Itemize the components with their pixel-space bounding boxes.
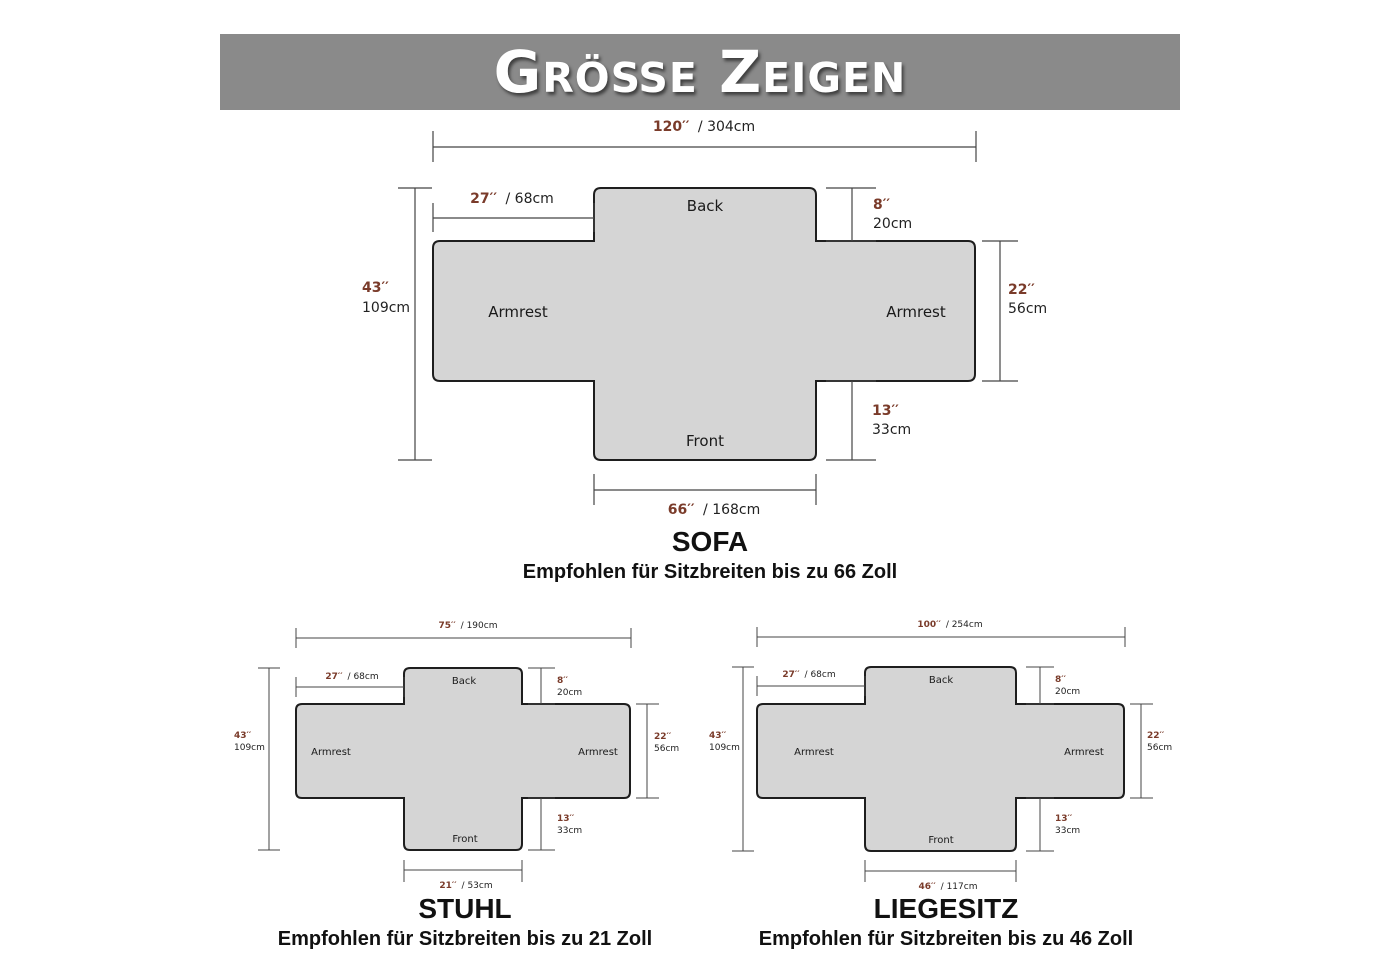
svg-text:27′′ / 68cm [325, 672, 378, 682]
svg-text:21′′ / 53cm [439, 881, 492, 891]
liegesitz-seat-width-inch: 46′′ [918, 882, 936, 892]
liegesitz-total-width-dimension [757, 620, 1125, 647]
stuhl-total-height-dimension [234, 668, 280, 850]
sofa-back-label: Back [686, 197, 724, 215]
stuhl-armrest-width-cm: / 68cm [347, 672, 379, 682]
stuhl-armrest-width-inch: 27′′ [325, 672, 343, 682]
sofa-armrest-height-cm: 56cm [1008, 301, 1048, 317]
liegesitz-front-depth-cm: 33cm [1055, 826, 1081, 836]
liegesitz-armrest-left-label: Armrest [794, 747, 834, 758]
sofa-seat-width-dimension [594, 474, 816, 518]
sofa-armrest-right-label: Armrest [886, 303, 946, 321]
stuhl-armrest-height-inch: 22′′ [654, 732, 672, 742]
svg-text:75′′ / 190cm [439, 621, 498, 631]
liegesitz-total-height-inch: 43′′ [709, 731, 727, 741]
sofa-front-depth-cm: 33cm [872, 422, 912, 438]
sofa-front-depth-dimension [826, 381, 911, 460]
stuhl-armrest-right-label: Armrest [578, 747, 618, 758]
liegesitz-armrest-height-dimension [1130, 704, 1172, 798]
svg-text:120′′ / 304cm [653, 119, 755, 135]
sofa-seat-width-inch: 66′′ [667, 502, 695, 518]
liegesitz-seat-width-dimension [865, 860, 1016, 892]
liegesitz-armrest-height-cm: 56cm [1147, 743, 1173, 753]
liegesitz-armrest-height-inch: 22′′ [1147, 731, 1165, 741]
sofa-title: SOFA [671, 526, 749, 557]
stuhl-back-depth-dimension [528, 668, 582, 704]
stuhl-total-height-inch: 43′′ [234, 731, 252, 741]
liegesitz-total-width-cm: / 254cm [945, 620, 983, 630]
liegesitz-back-label: Back [928, 675, 954, 686]
liegesitz-back-depth-cm: 20cm [1055, 687, 1081, 697]
stuhl-seat-width-dimension [404, 860, 522, 891]
svg-text:27′′ / 68cm [470, 191, 554, 207]
liegesitz-back-depth-inch: 8′′ [1055, 675, 1067, 685]
liegesitz-total-height-dimension [709, 667, 754, 851]
stuhl-armrest-height-dimension [636, 704, 679, 798]
liegesitz-armrest-width-cm: / 68cm [804, 670, 836, 680]
stuhl-front-depth-cm: 33cm [557, 826, 583, 836]
stuhl-seat-width-inch: 21′′ [439, 881, 457, 891]
stuhl-total-width-cm: / 190cm [460, 621, 498, 631]
sofa-total-width-dimension [433, 119, 976, 162]
page-title: Größe Zeigen [493, 38, 907, 106]
stuhl-back-depth-inch: 8′′ [557, 676, 569, 686]
liegesitz-recommendation: Empfohlen für Sitzbreiten bis zu 46 Zoll [758, 928, 1134, 950]
svg-text:27′′ / 68cm [782, 670, 835, 680]
liegesitz-front-label: Front [928, 835, 954, 846]
sofa-armrest-left-label: Armrest [488, 303, 548, 321]
sofa-total-width-cm: / 304cm [697, 119, 756, 135]
stuhl-caption [240, 892, 690, 952]
liegesitz-front-depth-dimension [1026, 798, 1080, 851]
sofa-total-height-inch: 43′′ [362, 280, 389, 296]
liegesitz-armrest-width-inch: 27′′ [782, 670, 800, 680]
sofa-total-height-cm: 109cm [362, 300, 411, 316]
stuhl-armrest-width-dimension [296, 672, 404, 697]
sofa-armrest-width-dimension [433, 191, 594, 232]
svg-text:46′′ / 117cm [919, 882, 978, 892]
liegesitz-total-height-cm: 109cm [709, 743, 740, 753]
sofa-seat-width-cm: / 168cm [703, 502, 761, 518]
stuhl-total-width-dimension [296, 621, 631, 648]
svg-text:100′′ / 254cm [917, 620, 982, 630]
stuhl-armrest-left-label: Armrest [311, 747, 351, 758]
sofa-total-width-inch: 120′′ [652, 119, 690, 135]
stuhl-total-height-cm: 109cm [234, 743, 265, 753]
liegesitz-total-width-inch: 100′′ [917, 620, 941, 630]
stuhl-front-label: Front [452, 834, 478, 845]
liegesitz-caption [716, 892, 1176, 952]
liegesitz-seat-width-cm: / 117cm [940, 882, 978, 892]
sofa-total-height-dimension [362, 188, 432, 460]
stuhl-seat-width-cm: / 53cm [461, 881, 493, 891]
liegesitz-title: LIEGESITZ [873, 893, 1019, 924]
stuhl-armrest-height-cm: 56cm [654, 744, 680, 754]
stuhl-front-depth-dimension [528, 798, 582, 850]
stuhl-total-width-inch: 75′′ [438, 621, 456, 631]
sofa-front-depth-inch: 13′′ [872, 403, 899, 419]
sofa-caption [480, 525, 940, 585]
sofa-back-depth-inch: 8′′ [873, 197, 891, 213]
sofa-armrest-width-cm: / 68cm [505, 191, 554, 207]
svg-text:66′′ / 168cm [668, 502, 761, 518]
sofa-armrest-width-inch: 27′′ [470, 191, 498, 207]
liegesitz-armrest-width-dimension [757, 670, 865, 696]
stuhl-back-depth-cm: 20cm [557, 688, 583, 698]
stuhl-title: STUHL [418, 893, 512, 924]
liegesitz-back-depth-dimension [1026, 667, 1080, 704]
stuhl-recommendation: Empfohlen für Sitzbreiten bis zu 21 Zoll [277, 928, 653, 950]
sofa-back-depth-cm: 20cm [873, 216, 913, 232]
stuhl-back-label: Back [451, 676, 477, 687]
sofa-recommendation: Empfohlen für Sitzbreiten bis zu 66 Zoll [522, 561, 898, 583]
sofa-armrest-height-inch: 22′′ [1008, 282, 1035, 298]
liegesitz-front-depth-inch: 13′′ [1055, 814, 1073, 824]
sofa-back-depth-dimension [826, 188, 912, 241]
sofa-armrest-height-dimension [982, 241, 1047, 381]
stuhl-front-depth-inch: 13′′ [557, 814, 575, 824]
liegesitz-armrest-right-label: Armrest [1064, 747, 1104, 758]
sofa-front-label: Front [686, 432, 724, 450]
